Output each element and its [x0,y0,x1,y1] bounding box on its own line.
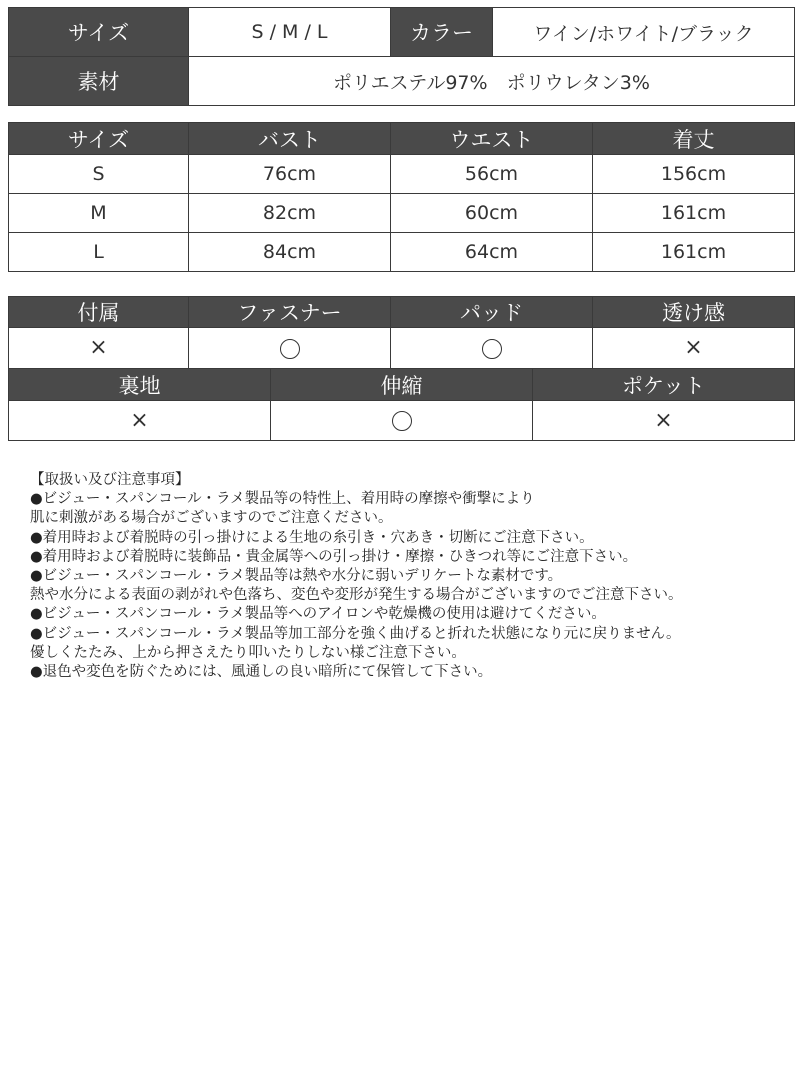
length-header: 着丈 [593,123,795,155]
bust-cell: 76cm [189,155,391,194]
size-cell: M [9,194,189,233]
zipper-header: ファスナー [189,297,391,328]
size-cell: L [9,233,189,272]
lining-mark: × [130,407,149,433]
product-info-table [8,7,795,106]
waist-cell: 56cm [391,155,593,194]
accessory-mark: × [89,335,108,360]
table-row [9,233,795,272]
length-cell: 156cm [593,155,795,194]
length-cell: 161cm [593,233,795,272]
bust-cell: 82cm [189,194,391,233]
accessory-header: 付属 [9,297,189,328]
size-cell: S [9,155,189,194]
pad-header: パッド [391,297,593,328]
length-cell: 161cm [593,194,795,233]
size-table [8,122,795,272]
note-line: ●着用時および着脱時に装飾品・貴金属等への引っ掛け・摩擦・ひきつれ等にご注意下さい。 [30,548,638,565]
note-line: ●着用時および着脱時の引っ掛けによる生地の糸引き・穴あき・切断にご注意下さい。 [30,529,594,546]
note-line: ●退色や変色を防ぐためには、風通しの良い暗所にて保管して下さい。 [30,664,493,681]
notes-heading: 【取扱い及び注意事項】 [30,472,190,488]
pad-mark [482,339,502,359]
pocket-header: ポケット [533,369,795,401]
attributes-table-1 [8,296,795,369]
sheerness-header: 透け感 [593,297,795,328]
color-value: ワイン/ホワイト/ブラック [493,8,795,57]
waist-cell: 64cm [391,233,593,272]
table-row [9,194,795,233]
size-label: サイズ [9,8,189,57]
size-header: サイズ [9,123,189,155]
note-line: ●ビジュー・スパンコール・ラメ製品等は熱や水分に弱いデリケートな素材です。 [30,568,563,585]
note-line: ●ビジュー・スパンコール・ラメ製品等へのアイロンや乾燥機の使用は避けてください。 [30,606,606,623]
material-value: ポリエステル97% ポリウレタン3% [189,57,795,106]
stretch-mark [392,411,412,431]
note-line: ●ビジュー・スパンコール・ラメ製品等の特性上、着用時の摩擦や衝撃により [30,491,535,508]
table-row [9,155,795,194]
waist-cell: 60cm [391,194,593,233]
pocket-mark: × [654,407,673,433]
material-label: 素材 [9,57,189,106]
stretch-header: 伸縮 [271,369,533,401]
note-line: 熱や水分による表面の剥がれや色落ち、変色や変形が発生する場合がございますのでご注意下さい。 [30,587,683,604]
zipper-mark [280,339,300,359]
note-line: ●ビジュー・スパンコール・ラメ製品等加工部分を強く曲げると折れた状態になり元に戻りません。 [30,625,681,642]
color-label: カラー [391,8,493,57]
bust-cell: 84cm [189,233,391,272]
note-line: 肌に刺激がある場合がございますのでご注意ください。 [30,510,393,527]
lining-header: 裏地 [9,369,271,401]
care-notes [30,471,790,682]
bust-header: バスト [189,123,391,155]
attributes-table-2 [8,368,795,441]
sheerness-mark: × [684,335,703,360]
note-line: 優しくたたみ、上から押さえたり叩いたりしない様ご注意下さい。 [30,644,466,661]
size-value: S / M / L [189,8,391,57]
waist-header: ウエスト [391,123,593,155]
